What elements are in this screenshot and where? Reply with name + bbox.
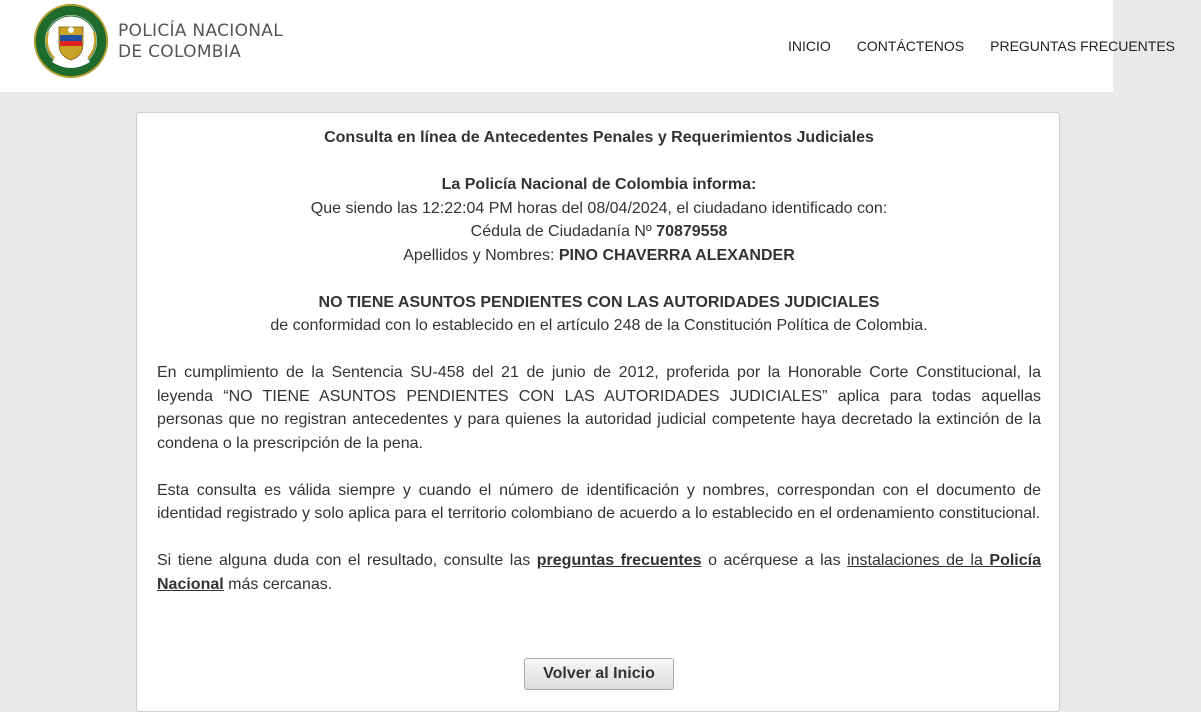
brand-line-1: POLICÍA NACIONAL — [118, 21, 283, 41]
dudas-end: más cercanas. — [228, 575, 333, 593]
names-value: PINO CHAVERRA ALEXANDER — [558, 246, 795, 264]
site-header — [0, 0, 1175, 92]
top-nav — [788, 38, 1201, 54]
status-line — [157, 291, 1041, 315]
policia-nacional-text: Policía Nacional — [157, 552, 1041, 593]
button-row — [137, 658, 1061, 690]
names-label: Apellidos y Nombres: — [403, 246, 555, 264]
brand-name — [118, 21, 283, 63]
paragraph-dudas — [157, 549, 1041, 596]
id-line — [157, 220, 1041, 244]
id-number: 70879558 — [656, 223, 728, 240]
nav-preguntas-frecuentes[interactable]: PREGUNTAS FRECUENTES — [990, 38, 1175, 54]
page-title: Consulta en línea de Antecedentes Penales y Requerimientos Judiciales — [324, 129, 874, 146]
names-line — [157, 244, 1041, 268]
id-label: Cédula de Ciudadanía Nº — [470, 223, 652, 240]
paragraph-validez: Esta consulta es válida siempre y cuando el número de identificación y nombres, correspondan con el documento de identidad registrado y solo aplica para el territorio colombiano de acuerdo a lo establecido en el ordenamiento constitucional. — [157, 481, 1041, 522]
informs-text: La Policía Nacional de Colombia informa: — [441, 176, 757, 193]
status-note: de conformidad con lo establecido en el artículo 248 de la Constitución Política de Colombia. — [270, 317, 928, 334]
time-line: Que siendo las 12:22:04 PM horas del 08/04/2024, el ciudadano identificado con: — [310, 199, 888, 217]
paragraph-sentencia: En cumplimiento de la Sentencia SU-458 del 21 de junio de 2012, proferida por la Honorable Corte Constitucional, la leyenda “NO TIENE ASUNTOS PENDIENTES CON LAS AUTORIDADES JUDICIALES” aplica para todas aquellas personas que no registran antecedentes y para quienes la autoridad judicial competente haya decretado la extinción de la condena o la prescripción de la pena. — [157, 364, 1041, 452]
volver-al-inicio-button[interactable]: Volver al Inicio — [524, 658, 674, 690]
police-shield-emblem-icon — [32, 2, 110, 80]
nav-contactenos[interactable]: CONTÁCTENOS — [856, 38, 965, 54]
instalaciones-text: instalaciones de la — [847, 552, 983, 569]
preguntas-frecuentes-link[interactable] — [537, 552, 702, 569]
result-panel — [136, 112, 1060, 712]
preguntas-frecuentes-text: preguntas frecuentes — [536, 552, 702, 569]
dudas-start: Si tiene alguna duda con el resultado, consulte las — [157, 552, 531, 569]
brand-line-2: DE COLOMBIA — [118, 42, 242, 62]
informs-heading — [157, 173, 1041, 197]
dudas-mid: o acérquese a las — [708, 552, 841, 569]
status-text: NO TIENE ASUNTOS PENDIENTES CON LAS AUTORIDADES JUDICIALES — [318, 293, 880, 311]
nav-inicio[interactable]: INICIO — [788, 38, 831, 54]
result-content — [157, 113, 1041, 596]
